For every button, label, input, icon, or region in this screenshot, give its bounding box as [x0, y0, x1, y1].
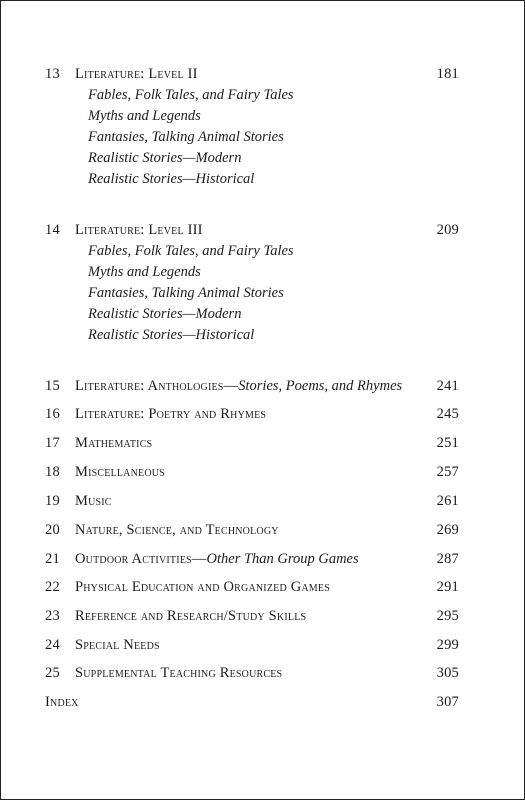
toc-entry-23[interactable] [45, 608, 459, 632]
toc-entry-16[interactable] [45, 406, 459, 430]
toc-entry-18[interactable] [45, 464, 459, 488]
chapter-title: Mathematics [75, 435, 153, 451]
subentry: Fantasies, Talking Animal Stories [88, 285, 284, 301]
page-number: 307 [436, 694, 459, 710]
chapter-title-subtitle: Stories, Poems, and Rhymes [238, 378, 403, 394]
subentry: Fables, Folk Tales, and Fairy Tales [88, 243, 294, 259]
chapter-number: 20 [45, 522, 60, 538]
toc-entry-20[interactable] [45, 522, 459, 546]
chapter-title: Literature: Poetry and Rhymes [75, 406, 267, 422]
index-title: Index [45, 694, 79, 710]
toc-entry-17[interactable] [45, 435, 459, 459]
subentry: Myths and Legends [88, 108, 201, 124]
chapter-title-main: Outdoor Activities— [75, 551, 207, 567]
page-number: 251 [436, 435, 459, 451]
chapter-title: Music [75, 493, 112, 509]
page-number: 209 [436, 222, 459, 238]
toc-entry-15[interactable] [45, 378, 459, 402]
subentry: Fantasies, Talking Animal Stories [88, 129, 284, 145]
subentry: Myths and Legends [88, 264, 201, 280]
page-number: 257 [436, 464, 459, 480]
chapter-title-subtitle: Other Than Group Games [206, 551, 359, 567]
chapter-title: Supplemental Teaching Resources [75, 665, 283, 681]
chapter-title [75, 551, 359, 568]
toc-entry-21[interactable] [45, 551, 459, 575]
chapter-number: 23 [45, 608, 60, 624]
chapter-number: 21 [45, 551, 60, 567]
page-number: 291 [436, 579, 459, 595]
chapter-number: 16 [45, 406, 60, 422]
chapter-number: 22 [45, 579, 60, 595]
chapter-title: Reference and Research/Study Skills [75, 608, 307, 624]
chapter-number: 25 [45, 665, 60, 681]
chapter-title-main: Literature: Anthologies— [75, 378, 239, 394]
toc-entry-25[interactable] [45, 665, 459, 689]
page-number: 305 [436, 665, 459, 681]
page-number: 241 [436, 378, 459, 394]
toc-entry-19[interactable] [45, 493, 459, 517]
chapter-title: Literature: Level III [75, 222, 203, 238]
chapter-title [75, 378, 402, 395]
chapter-title: Miscellaneous [75, 464, 165, 480]
subentry: Realistic Stories—Modern [88, 150, 242, 166]
chapter-number: 24 [45, 637, 60, 653]
chapter-title: Special Needs [75, 637, 160, 653]
chapter-title: Literature: Level II [75, 66, 198, 82]
page-number: 299 [436, 637, 459, 653]
toc-entry-24[interactable] [45, 637, 459, 661]
page-number: 245 [436, 406, 459, 422]
subentry: Realistic Stories—Historical [88, 327, 255, 343]
page-number: 181 [436, 66, 459, 82]
page-number: 261 [436, 493, 459, 509]
chapter-number: 13 [45, 66, 60, 82]
subentry-list [88, 241, 294, 346]
toc-entry-index[interactable] [45, 694, 459, 718]
page-number: 295 [436, 608, 459, 624]
subentry-list [88, 85, 294, 190]
subentry: Realistic Stories—Modern [88, 306, 242, 322]
chapter-title: Physical Education and Organized Games [75, 579, 330, 595]
subentry: Realistic Stories—Historical [88, 171, 255, 187]
chapter-number: 17 [45, 435, 60, 451]
chapter-number: 14 [45, 222, 60, 238]
toc-entry-22[interactable] [45, 579, 459, 603]
page-number: 287 [436, 551, 459, 567]
subentry: Fables, Folk Tales, and Fairy Tales [88, 87, 294, 103]
chapter-number: 18 [45, 464, 60, 480]
page-number: 269 [436, 522, 459, 538]
chapter-number: 19 [45, 493, 60, 509]
chapter-title: Nature, Science, and Technology [75, 522, 279, 538]
chapter-number: 15 [45, 378, 60, 394]
